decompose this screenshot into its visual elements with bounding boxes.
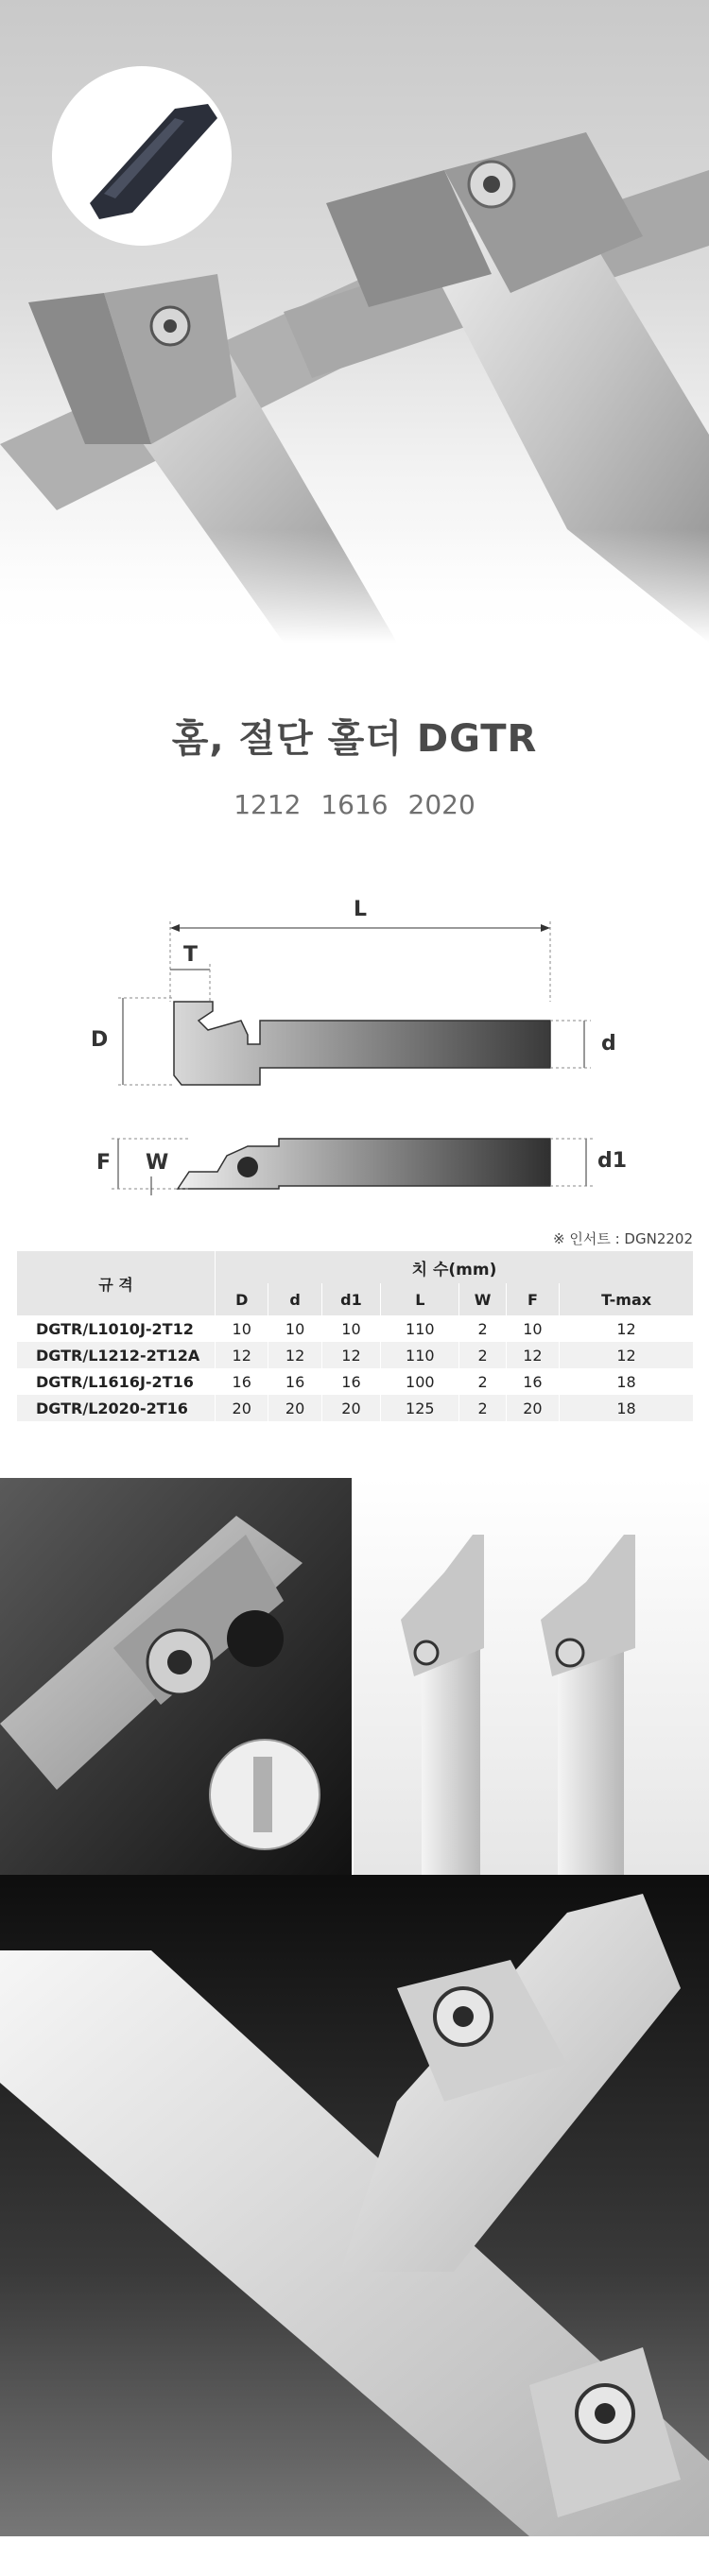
value-cell: 10	[268, 1315, 321, 1342]
value-cell: 100	[381, 1368, 459, 1395]
insert-note: ※ 인서트 : DGN2202	[553, 1230, 693, 1247]
column-header: D	[216, 1283, 268, 1315]
table-row	[17, 1315, 694, 1342]
value-cell: 20	[506, 1395, 559, 1421]
table-row	[17, 1368, 694, 1395]
value-cell: 10	[506, 1315, 559, 1342]
screw-socket-icon-closeup	[167, 1650, 192, 1674]
holder-top-view	[174, 1002, 550, 1085]
value-cell: 20	[321, 1395, 380, 1421]
value-cell: 12	[216, 1342, 268, 1368]
section-spacer	[0, 1421, 709, 1478]
model-cell: DGTR/L1616J-2T16	[17, 1368, 216, 1395]
column-header: d1	[321, 1283, 380, 1315]
value-cell: 16	[216, 1368, 268, 1395]
white-panel	[354, 1478, 709, 1875]
model-cell: DGTR/L1212-2T12A	[17, 1342, 216, 1368]
screw-shadow	[227, 1610, 284, 1667]
screw-icon-side	[237, 1157, 258, 1177]
screw-socket-icon-lower	[595, 2403, 615, 2424]
arrow-icon	[170, 924, 180, 932]
value-cell: 2	[459, 1342, 506, 1368]
value-cell: 16	[321, 1368, 380, 1395]
model-cell: DGTR/L2020-2T16	[17, 1395, 216, 1421]
arrow-icon	[541, 924, 550, 932]
value-cell: 125	[381, 1395, 459, 1421]
value-cell: 10	[216, 1315, 268, 1342]
dim-label-W: W	[146, 1151, 169, 1175]
value-cell: 16	[506, 1368, 559, 1395]
holder-side-view	[178, 1139, 550, 1189]
application-photo	[0, 1875, 709, 2536]
dimension-group-header: 치 수(mm)	[216, 1251, 694, 1283]
size-label: 1616	[320, 789, 389, 820]
value-cell: 12	[321, 1342, 380, 1368]
product-title: 홈, 절단 홀더 DGTR	[171, 717, 538, 761]
hero-product-photo	[0, 0, 709, 643]
column-header: F	[506, 1283, 559, 1315]
column-header: W	[459, 1283, 506, 1315]
screw-socket-icon	[483, 176, 500, 193]
screw-socket-icon-upper	[453, 2006, 474, 2027]
column-header: T-max	[560, 1283, 693, 1315]
application-illustration	[0, 1875, 709, 2536]
dim-label-F: F	[96, 1151, 112, 1175]
value-cell: 110	[381, 1315, 459, 1342]
value-cell: 2	[459, 1315, 506, 1342]
table-row	[17, 1342, 694, 1368]
screw-socket-icon-2	[164, 319, 177, 333]
technical-drawing	[0, 869, 709, 1228]
spec-header: 규 격	[17, 1251, 216, 1315]
value-cell: 2	[459, 1395, 506, 1421]
value-cell: 110	[381, 1342, 459, 1368]
value-cell: 12	[268, 1342, 321, 1368]
dim-label-D: D	[91, 1028, 109, 1052]
value-cell: 12	[560, 1315, 693, 1342]
value-cell: 2	[459, 1368, 506, 1395]
inset-blade	[253, 1757, 272, 1832]
value-cell: 18	[560, 1395, 693, 1421]
hero-illustration	[0, 0, 709, 643]
screw-icon-a	[415, 1641, 438, 1664]
value-cell: 20	[268, 1395, 321, 1421]
hero-fade	[0, 529, 709, 643]
detail-photos	[0, 1478, 709, 1875]
model-cell: DGTR/L1010J-2T12	[17, 1315, 216, 1342]
value-cell: 20	[216, 1395, 268, 1421]
dim-label-T: T	[183, 943, 199, 967]
size-label: 2020	[407, 789, 476, 820]
value-cell: 18	[560, 1368, 693, 1395]
value-cell: 10	[321, 1315, 380, 1342]
size-list	[0, 789, 709, 820]
screw-icon-b	[557, 1640, 583, 1666]
value-cell: 16	[268, 1368, 321, 1395]
size-label: 1212	[233, 789, 302, 820]
detail-photo-row	[0, 1478, 709, 1875]
dim-label-d1: d1	[597, 1149, 628, 1173]
value-cell: 12	[560, 1342, 693, 1368]
column-header: d	[268, 1283, 321, 1315]
spec-table	[16, 1251, 693, 1421]
dim-label-L: L	[354, 898, 368, 921]
value-cell: 12	[506, 1342, 559, 1368]
title-block	[0, 643, 709, 869]
table-row	[17, 1395, 694, 1421]
column-header: L	[381, 1283, 459, 1315]
dim-label-d: d	[601, 1032, 616, 1056]
